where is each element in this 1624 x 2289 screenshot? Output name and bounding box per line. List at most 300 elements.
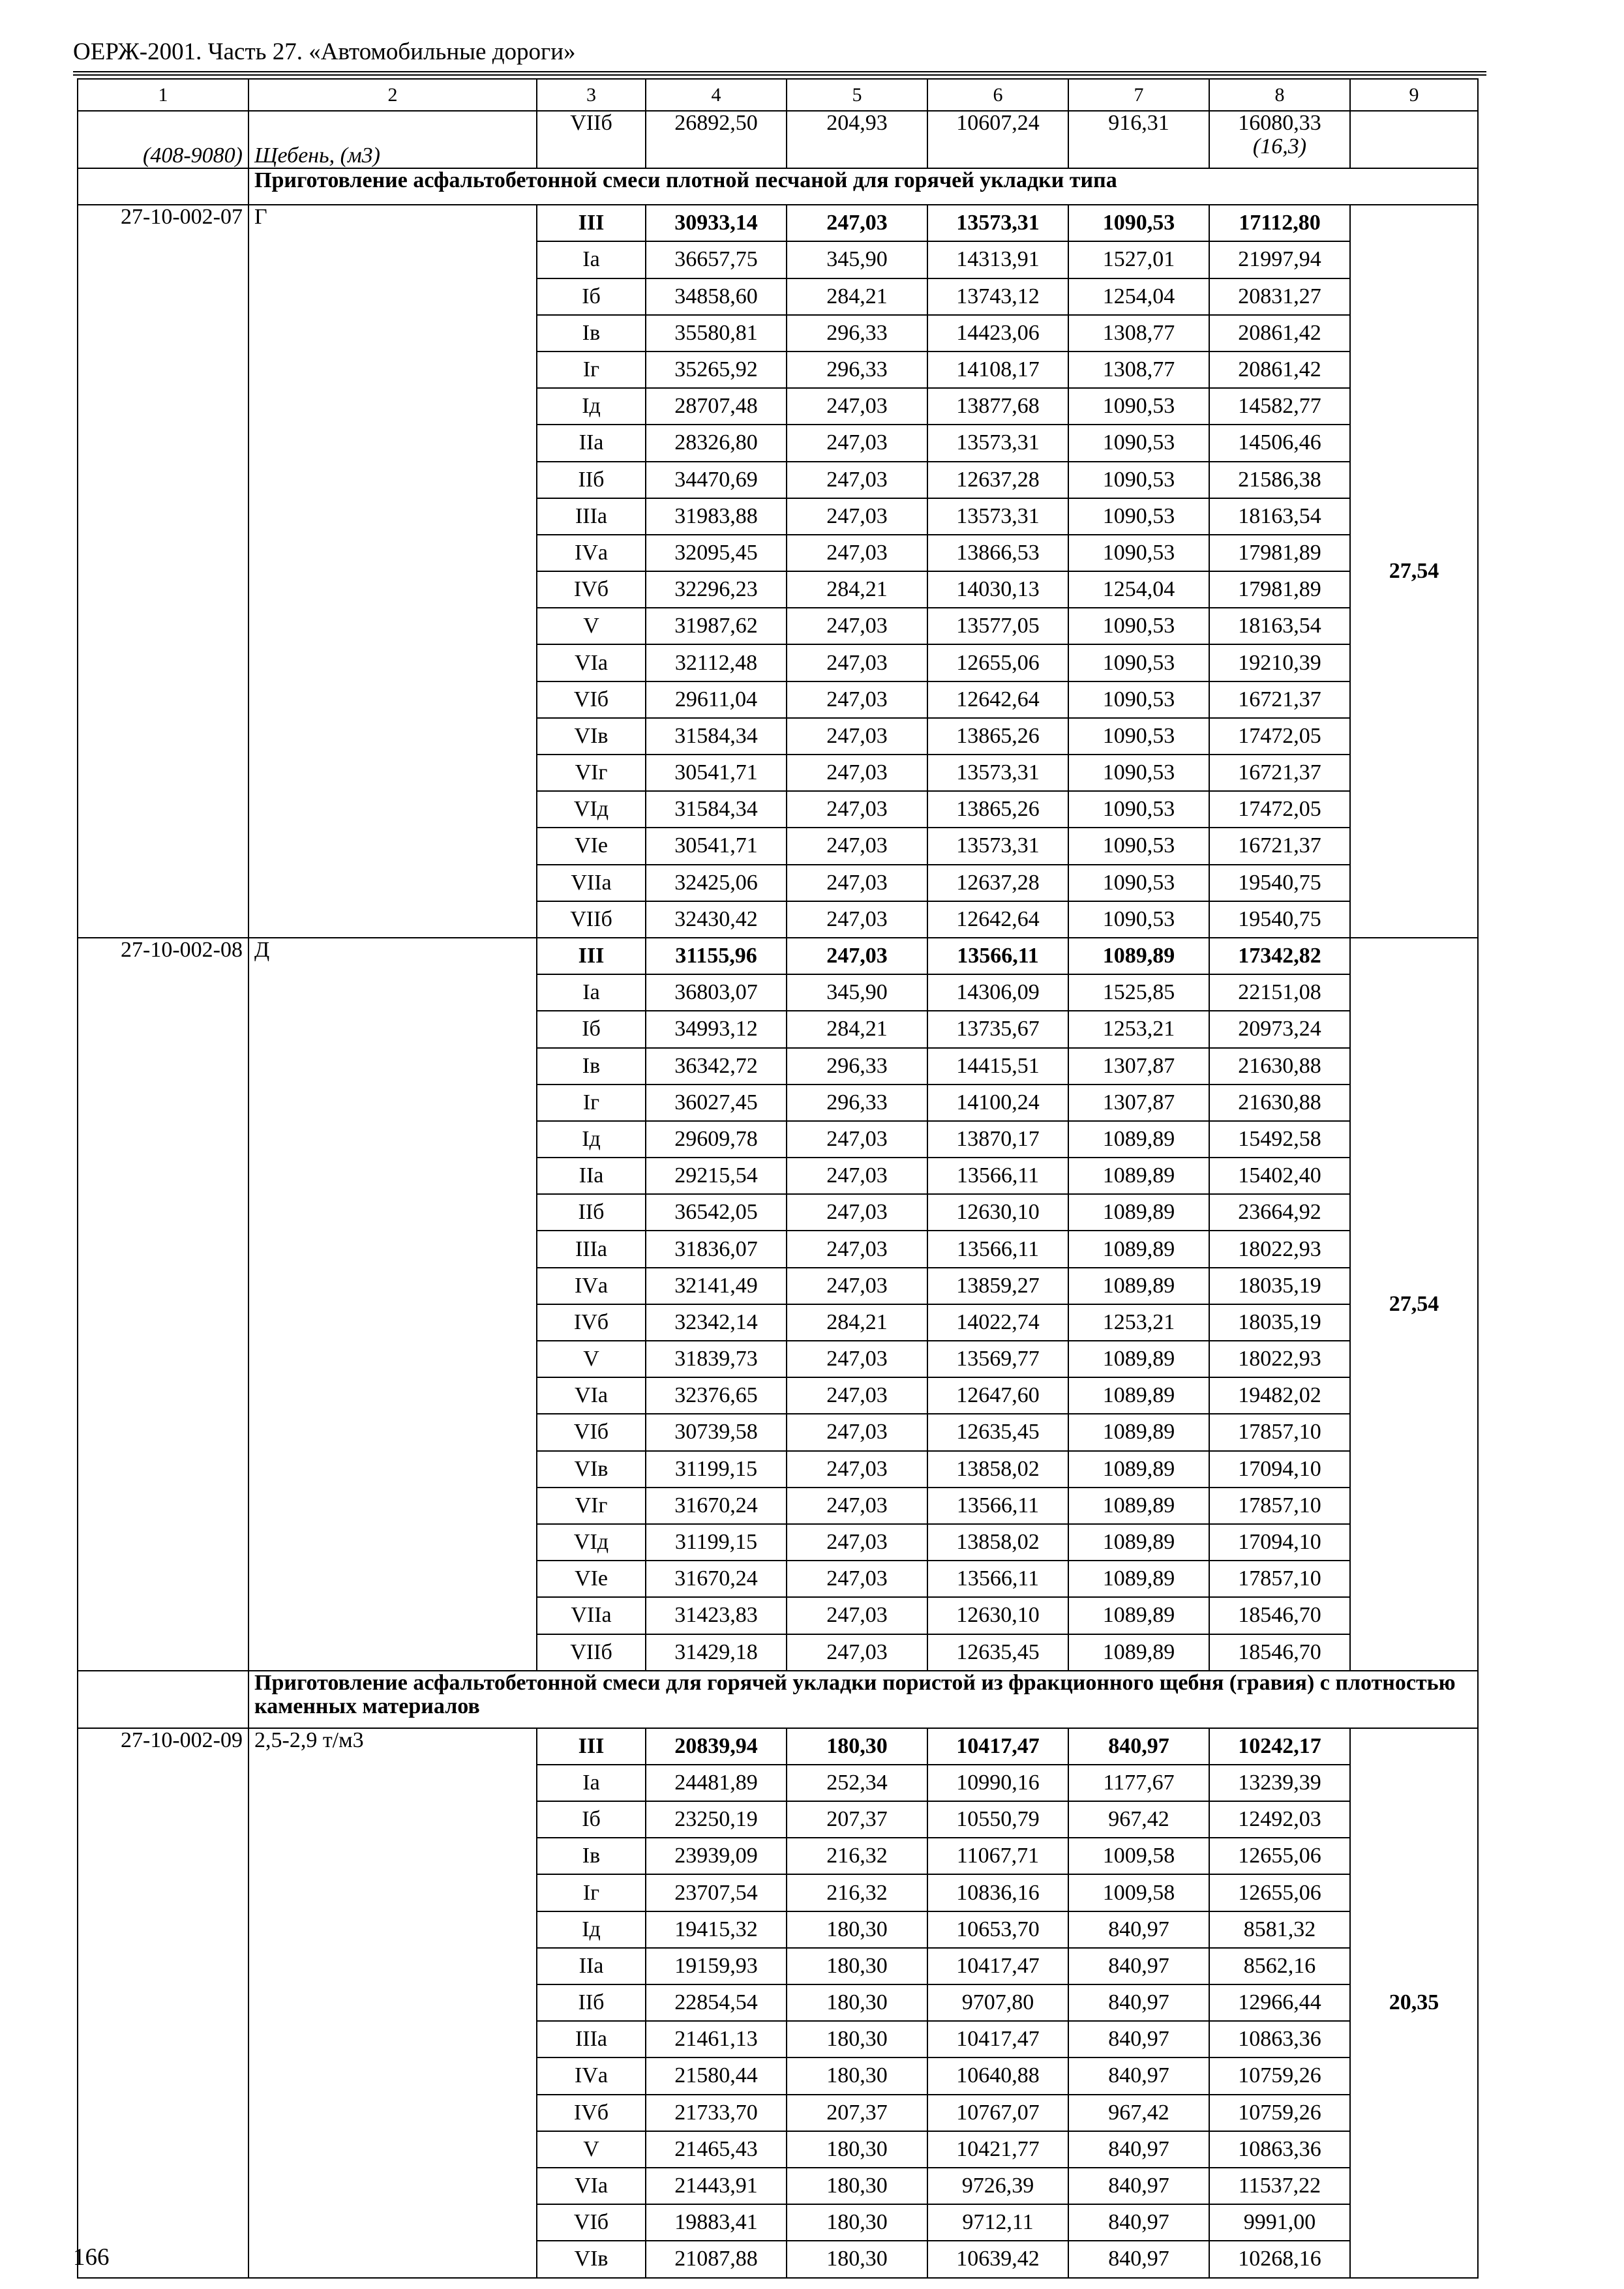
value-cell: 14108,17 bbox=[927, 352, 1068, 388]
value-cell: 180,30 bbox=[787, 1948, 927, 1984]
value-cell: 1253,21 bbox=[1068, 1304, 1209, 1341]
value-cell: 13566,11 bbox=[927, 1231, 1068, 1267]
value-cell: 14030,13 bbox=[927, 571, 1068, 608]
value-cell: 21465,43 bbox=[646, 2131, 787, 2168]
value-cell: 17472,05 bbox=[1209, 791, 1350, 828]
zone-cell: Iд bbox=[537, 1911, 646, 1948]
value-cell: 1090,53 bbox=[1068, 681, 1209, 718]
value-cell: 31836,07 bbox=[646, 1231, 787, 1267]
value-cell: 17472,05 bbox=[1209, 718, 1350, 755]
value-cell: 1090,53 bbox=[1068, 388, 1209, 425]
value-cell: 247,03 bbox=[787, 1561, 927, 1597]
value-cell: 12655,06 bbox=[1209, 1838, 1350, 1874]
value-cell: 840,97 bbox=[1068, 2204, 1209, 2241]
zone-cell: VIб bbox=[537, 681, 646, 718]
value-cell: 1254,04 bbox=[1068, 278, 1209, 315]
zone-cell: IIIа bbox=[537, 2021, 646, 2057]
price-table bbox=[77, 78, 1479, 2279]
value-cell: 20861,42 bbox=[1209, 352, 1350, 388]
value-cell: 26892,50 bbox=[646, 111, 787, 168]
value-cell: 14423,06 bbox=[927, 315, 1068, 352]
value-cell: 31429,18 bbox=[646, 1634, 787, 1671]
value-cell: 207,37 bbox=[787, 1801, 927, 1838]
zone-cell: Iб bbox=[537, 1011, 646, 1047]
section-title: Приготовление асфальтобетонной смеси плотной песчаной для горячей укладки типа bbox=[248, 168, 1478, 205]
value-cell: 284,21 bbox=[787, 1011, 927, 1047]
value-cell: 18163,54 bbox=[1209, 608, 1350, 644]
section-row bbox=[78, 1671, 1478, 1728]
zone-cell: III bbox=[537, 938, 646, 974]
value-cell: 10607,24 bbox=[927, 111, 1068, 168]
column-number: 5 bbox=[787, 79, 927, 111]
zone-cell: VIе bbox=[537, 1561, 646, 1597]
zone-cell: Iб bbox=[537, 1801, 646, 1838]
zone-cell: VIIа bbox=[537, 1597, 646, 1634]
value-cell: 1090,53 bbox=[1068, 535, 1209, 571]
value-cell: 247,03 bbox=[787, 938, 927, 974]
value-cell: 10421,77 bbox=[927, 2131, 1068, 2168]
value-cell: 296,33 bbox=[787, 315, 927, 352]
zone-cell: VIIб bbox=[537, 901, 646, 938]
value-cell: 1089,89 bbox=[1068, 1377, 1209, 1414]
value-cell: 12655,06 bbox=[927, 644, 1068, 681]
value-cell: 10990,16 bbox=[927, 1765, 1068, 1801]
zone-cell: IIа bbox=[537, 1158, 646, 1194]
value-cell: 15492,58 bbox=[1209, 1121, 1350, 1158]
value-cell: 284,21 bbox=[787, 278, 927, 315]
table-row bbox=[78, 205, 1478, 241]
value-cell: 12966,44 bbox=[1209, 1984, 1350, 2021]
value-cell: 13877,68 bbox=[927, 388, 1068, 425]
value-cell: 1089,89 bbox=[1068, 1451, 1209, 1488]
value-cell: 10417,47 bbox=[927, 1948, 1068, 1984]
value-cell: 13573,31 bbox=[927, 425, 1068, 461]
zone-cell: Iв bbox=[537, 315, 646, 352]
value-cell: 13566,11 bbox=[927, 938, 1068, 974]
value-cell: 247,03 bbox=[787, 718, 927, 755]
header-rule-top bbox=[73, 71, 1486, 72]
value-cell: 31155,96 bbox=[646, 938, 787, 974]
section-spacer bbox=[78, 1671, 248, 1728]
value-cell: 345,90 bbox=[787, 241, 927, 278]
value-cell: 1089,89 bbox=[1068, 1268, 1209, 1304]
value-cell: 247,03 bbox=[787, 1194, 927, 1231]
value-cell: 31839,73 bbox=[646, 1341, 787, 1377]
section-row bbox=[78, 168, 1478, 205]
value-cell: 36027,45 bbox=[646, 1085, 787, 1121]
zone-cell: IVа bbox=[537, 535, 646, 571]
value-cell: 180,30 bbox=[787, 1911, 927, 1948]
value-cell: 967,42 bbox=[1068, 1801, 1209, 1838]
value-cell: 967,42 bbox=[1068, 2095, 1209, 2131]
value-cell: 1089,89 bbox=[1068, 1194, 1209, 1231]
value-cell: 31670,24 bbox=[646, 1561, 787, 1597]
value-cell: 29611,04 bbox=[646, 681, 787, 718]
section-spacer bbox=[78, 168, 248, 205]
value-cell: 1253,21 bbox=[1068, 1011, 1209, 1047]
value-cell: 32376,65 bbox=[646, 1377, 787, 1414]
value-cell: 21461,13 bbox=[646, 2021, 787, 2057]
column-number: 1 bbox=[78, 79, 248, 111]
zone-cell: VIа bbox=[537, 2168, 646, 2204]
value-cell: 180,30 bbox=[787, 1984, 927, 2021]
value-cell: 18546,70 bbox=[1209, 1634, 1350, 1671]
consumption-note: (16,3) bbox=[1252, 134, 1307, 158]
zone-cell: VIв bbox=[537, 718, 646, 755]
value-cell: 247,03 bbox=[787, 791, 927, 828]
price-table-body bbox=[78, 79, 1478, 2278]
labor-cell: 27,54 bbox=[1350, 205, 1478, 938]
value-cell: 1090,53 bbox=[1068, 608, 1209, 644]
value-cell: 1090,53 bbox=[1068, 791, 1209, 828]
value-cell: 12647,60 bbox=[927, 1377, 1068, 1414]
value-cell: 23707,54 bbox=[646, 1874, 787, 1911]
value-cell: 204,93 bbox=[787, 111, 927, 168]
zone-cell: IIIа bbox=[537, 498, 646, 535]
value-cell: 32141,49 bbox=[646, 1268, 787, 1304]
value-cell: 1089,89 bbox=[1068, 1524, 1209, 1561]
value-cell: 34858,60 bbox=[646, 278, 787, 315]
column-number: 9 bbox=[1350, 79, 1478, 111]
value-cell: 1090,53 bbox=[1068, 425, 1209, 461]
value-cell: 296,33 bbox=[787, 1085, 927, 1121]
value-cell: 180,30 bbox=[787, 2131, 927, 2168]
value-cell: 13866,53 bbox=[927, 535, 1068, 571]
rate-code: 27-10-002-08 bbox=[78, 938, 248, 1671]
value-cell: 296,33 bbox=[787, 352, 927, 388]
value-cell: 1090,53 bbox=[1068, 901, 1209, 938]
value-cell: 247,03 bbox=[787, 755, 927, 791]
value-cell: 10417,47 bbox=[927, 2021, 1068, 2057]
value-cell: 1089,89 bbox=[1068, 1158, 1209, 1194]
value-cell: 12630,10 bbox=[927, 1597, 1068, 1634]
value-cell: 247,03 bbox=[787, 1597, 927, 1634]
value-cell: 18035,19 bbox=[1209, 1304, 1350, 1341]
value-cell: 31987,62 bbox=[646, 608, 787, 644]
zone-cell: IVб bbox=[537, 2095, 646, 2131]
value-cell: 21586,38 bbox=[1209, 462, 1350, 498]
value-cell: 216,32 bbox=[787, 1838, 927, 1874]
value-cell: 35265,92 bbox=[646, 352, 787, 388]
value-cell: 31199,15 bbox=[646, 1451, 787, 1488]
value-cell: 22151,08 bbox=[1209, 974, 1350, 1011]
value-cell: 31199,15 bbox=[646, 1524, 787, 1561]
value-cell: 247,03 bbox=[787, 1121, 927, 1158]
value-cell: 10417,47 bbox=[927, 1728, 1068, 1765]
zone-cell: IIб bbox=[537, 462, 646, 498]
value-cell: 21630,88 bbox=[1209, 1085, 1350, 1121]
value-cell: 247,03 bbox=[787, 1488, 927, 1524]
zone-cell: VIд bbox=[537, 791, 646, 828]
value-cell: 13573,31 bbox=[927, 205, 1068, 241]
value-cell: 1307,87 bbox=[1068, 1085, 1209, 1121]
value-cell: 247,03 bbox=[787, 901, 927, 938]
value-cell: 13573,31 bbox=[927, 498, 1068, 535]
zone-cell: Iг bbox=[537, 352, 646, 388]
zone-cell: Iа bbox=[537, 241, 646, 278]
value-cell: 1089,89 bbox=[1068, 1561, 1209, 1597]
value-cell: 32095,45 bbox=[646, 535, 787, 571]
rate-code: 27-10-002-09 bbox=[78, 1728, 248, 2278]
value-cell: 24481,89 bbox=[646, 1765, 787, 1801]
value-cell: 12637,28 bbox=[927, 865, 1068, 901]
value-cell: 247,03 bbox=[787, 425, 927, 461]
value-cell: 13566,11 bbox=[927, 1158, 1068, 1194]
zone-cell: Iв bbox=[537, 1048, 646, 1085]
value-cell: 216,32 bbox=[787, 1874, 927, 1911]
value-cell: 16721,37 bbox=[1209, 828, 1350, 864]
resource-name: Щебень, (м3) bbox=[248, 111, 537, 168]
value-cell: 21733,70 bbox=[646, 2095, 787, 2131]
value-cell: 17981,89 bbox=[1209, 571, 1350, 608]
value-cell: 284,21 bbox=[787, 1304, 927, 1341]
value-cell: 1090,53 bbox=[1068, 755, 1209, 791]
value-cell: 1089,89 bbox=[1068, 1231, 1209, 1267]
zone-cell: IIб bbox=[537, 1194, 646, 1231]
zone-cell: VIб bbox=[537, 1414, 646, 1450]
value-cell: 13573,31 bbox=[927, 828, 1068, 864]
value-cell: 247,03 bbox=[787, 1231, 927, 1267]
value-cell: 21630,88 bbox=[1209, 1048, 1350, 1085]
value-cell: 247,03 bbox=[787, 388, 927, 425]
value-cell: 840,97 bbox=[1068, 2168, 1209, 2204]
zone-cell: Iд bbox=[537, 388, 646, 425]
value-cell: 284,21 bbox=[787, 571, 927, 608]
value-cell: 10759,26 bbox=[1209, 2057, 1350, 2094]
value-cell: 18022,93 bbox=[1209, 1341, 1350, 1377]
value-cell: 23250,19 bbox=[646, 1801, 787, 1838]
zone-cell: V bbox=[537, 2131, 646, 2168]
value-cell: 28326,80 bbox=[646, 425, 787, 461]
value-cell: 17112,80 bbox=[1209, 205, 1350, 241]
value-cell: 29215,54 bbox=[646, 1158, 787, 1194]
value-cell bbox=[1209, 111, 1350, 168]
value-cell: 29609,78 bbox=[646, 1121, 787, 1158]
value-cell: 180,30 bbox=[787, 1728, 927, 1765]
zone-cell: IVа bbox=[537, 1268, 646, 1304]
zone-cell: IIб bbox=[537, 1984, 646, 2021]
value-cell: 17857,10 bbox=[1209, 1561, 1350, 1597]
value-cell: 13569,77 bbox=[927, 1341, 1068, 1377]
zone-cell: V bbox=[537, 1341, 646, 1377]
value-cell: 1177,67 bbox=[1068, 1765, 1209, 1801]
value-cell: 32430,42 bbox=[646, 901, 787, 938]
value-cell: 247,03 bbox=[787, 1634, 927, 1671]
value-cell: 17094,10 bbox=[1209, 1524, 1350, 1561]
value-cell: 9726,39 bbox=[927, 2168, 1068, 2204]
zone-cell: III bbox=[537, 205, 646, 241]
zone-cell: VIб bbox=[537, 2204, 646, 2241]
value-cell: 9707,80 bbox=[927, 1984, 1068, 2021]
value-cell: 13566,11 bbox=[927, 1488, 1068, 1524]
rate-name: 2,5-2,9 т/м3 bbox=[248, 1728, 537, 2278]
value-cell: 247,03 bbox=[787, 1414, 927, 1450]
column-number: 4 bbox=[646, 79, 787, 111]
value-cell: 247,03 bbox=[787, 1377, 927, 1414]
zone-cell: Iг bbox=[537, 1085, 646, 1121]
value-cell: 1254,04 bbox=[1068, 571, 1209, 608]
value-cell: 36342,72 bbox=[646, 1048, 787, 1085]
value-cell: 840,97 bbox=[1068, 1948, 1209, 1984]
value-cell: 17342,82 bbox=[1209, 938, 1350, 974]
zone-cell: III bbox=[537, 1728, 646, 1765]
value-cell: 16721,37 bbox=[1209, 755, 1350, 791]
value-cell: 10639,42 bbox=[927, 2241, 1068, 2277]
value-cell: 14313,91 bbox=[927, 241, 1068, 278]
value-cell: 916,31 bbox=[1068, 111, 1209, 168]
value-cell: 23664,92 bbox=[1209, 1194, 1350, 1231]
value-cell: 247,03 bbox=[787, 205, 927, 241]
zone-cell: VIд bbox=[537, 1524, 646, 1561]
value-cell: 180,30 bbox=[787, 2021, 927, 2057]
value-cell: 840,97 bbox=[1068, 1911, 1209, 1948]
zone-cell: IIIа bbox=[537, 1231, 646, 1267]
value-cell: 247,03 bbox=[787, 865, 927, 901]
rate-name: Д bbox=[248, 938, 537, 1671]
labor-cell: 20,35 bbox=[1350, 1728, 1478, 2278]
value-cell: 10767,07 bbox=[927, 2095, 1068, 2131]
value-cell: 10550,79 bbox=[927, 1801, 1068, 1838]
value-cell: 1090,53 bbox=[1068, 828, 1209, 864]
empty-cell bbox=[1350, 111, 1478, 168]
value-cell: 18022,93 bbox=[1209, 1231, 1350, 1267]
value-cell: 20973,24 bbox=[1209, 1011, 1350, 1047]
value-cell: 10640,88 bbox=[927, 2057, 1068, 2094]
value-cell: 840,97 bbox=[1068, 2021, 1209, 2057]
value-cell: 30739,58 bbox=[646, 1414, 787, 1450]
value-cell: 1089,89 bbox=[1068, 1634, 1209, 1671]
zone-cell: IVб bbox=[537, 1304, 646, 1341]
value-cell: 840,97 bbox=[1068, 1984, 1209, 2021]
value-cell: 31584,34 bbox=[646, 791, 787, 828]
value-cell: 23939,09 bbox=[646, 1838, 787, 1874]
value-cell: 12637,28 bbox=[927, 462, 1068, 498]
value-cell: 1089,89 bbox=[1068, 1488, 1209, 1524]
value-cell: 1527,01 bbox=[1068, 241, 1209, 278]
value-cell: 1090,53 bbox=[1068, 498, 1209, 535]
rate-name: Г bbox=[248, 205, 537, 938]
value-cell: 19540,75 bbox=[1209, 901, 1350, 938]
value-cell: 1090,53 bbox=[1068, 865, 1209, 901]
zone-cell: IIа bbox=[537, 425, 646, 461]
labor-cell: 27,54 bbox=[1350, 938, 1478, 1671]
value-cell: 35580,81 bbox=[646, 315, 787, 352]
value-cell: 247,03 bbox=[787, 462, 927, 498]
value-cell: 1308,77 bbox=[1068, 352, 1209, 388]
value-cell: 13865,26 bbox=[927, 791, 1068, 828]
value-cell: 1090,53 bbox=[1068, 462, 1209, 498]
value-cell: 13239,39 bbox=[1209, 1765, 1350, 1801]
zone-cell: VIIб bbox=[537, 111, 646, 168]
value-cell: 12642,64 bbox=[927, 681, 1068, 718]
zone-cell: VIг bbox=[537, 755, 646, 791]
value-cell: 21443,91 bbox=[646, 2168, 787, 2204]
value-cell: 1308,77 bbox=[1068, 315, 1209, 352]
value-cell: 247,03 bbox=[787, 681, 927, 718]
value-cell: 32112,48 bbox=[646, 644, 787, 681]
header-rule-bottom bbox=[73, 74, 1486, 76]
column-number: 7 bbox=[1068, 79, 1209, 111]
value-cell: 15402,40 bbox=[1209, 1158, 1350, 1194]
value-cell: 1089,89 bbox=[1068, 1597, 1209, 1634]
value-cell: 180,30 bbox=[787, 2057, 927, 2094]
value-cell: 12630,10 bbox=[927, 1194, 1068, 1231]
value-cell: 840,97 bbox=[1068, 1728, 1209, 1765]
value-cell: 36657,75 bbox=[646, 241, 787, 278]
value-cell: 247,03 bbox=[787, 1524, 927, 1561]
value-cell: 12635,45 bbox=[927, 1414, 1068, 1450]
value-cell: 247,03 bbox=[787, 644, 927, 681]
value-cell: 180,30 bbox=[787, 2204, 927, 2241]
value-cell: 21087,88 bbox=[646, 2241, 787, 2277]
carry-over-row bbox=[78, 111, 1478, 168]
zone-cell: VIIа bbox=[537, 865, 646, 901]
value-cell: 18035,19 bbox=[1209, 1268, 1350, 1304]
value-cell: 14100,24 bbox=[927, 1085, 1068, 1121]
value-cell: 247,03 bbox=[787, 535, 927, 571]
value-cell: 19210,39 bbox=[1209, 644, 1350, 681]
value-cell: 17857,10 bbox=[1209, 1414, 1350, 1450]
value-cell: 296,33 bbox=[787, 1048, 927, 1085]
zone-cell: VIа bbox=[537, 1377, 646, 1414]
value-cell: 1525,85 bbox=[1068, 974, 1209, 1011]
value-cell: 1009,58 bbox=[1068, 1838, 1209, 1874]
value-cell: 13858,02 bbox=[927, 1524, 1068, 1561]
value-cell: 14022,74 bbox=[927, 1304, 1068, 1341]
value-cell: 14415,51 bbox=[927, 1048, 1068, 1085]
value-cell: 180,30 bbox=[787, 2241, 927, 2277]
column-number-row bbox=[78, 79, 1478, 111]
table-row bbox=[78, 938, 1478, 974]
zone-cell: VIа bbox=[537, 644, 646, 681]
value-cell: 22854,54 bbox=[646, 1984, 787, 2021]
value-cell: 11067,71 bbox=[927, 1838, 1068, 1874]
zone-cell: IVб bbox=[537, 571, 646, 608]
value-cell: 18163,54 bbox=[1209, 498, 1350, 535]
zone-cell: IIа bbox=[537, 1948, 646, 1984]
value-cell: 1090,53 bbox=[1068, 718, 1209, 755]
value-cell: 9991,00 bbox=[1209, 2204, 1350, 2241]
value-cell: 30541,71 bbox=[646, 755, 787, 791]
value-cell: 31670,24 bbox=[646, 1488, 787, 1524]
value-cell: 1089,89 bbox=[1068, 938, 1209, 974]
value-cell: 10242,17 bbox=[1209, 1728, 1350, 1765]
value-cell: 30933,14 bbox=[646, 205, 787, 241]
value-cell: 10863,36 bbox=[1209, 2131, 1350, 2168]
value-cell: 13577,05 bbox=[927, 608, 1068, 644]
column-number: 3 bbox=[537, 79, 646, 111]
zone-cell: VIв bbox=[537, 2241, 646, 2277]
value-cell: 16721,37 bbox=[1209, 681, 1350, 718]
value-cell: 14506,46 bbox=[1209, 425, 1350, 461]
value-cell: 19159,93 bbox=[646, 1948, 787, 1984]
value-cell: 11537,22 bbox=[1209, 2168, 1350, 2204]
value-cell: 10653,70 bbox=[927, 1911, 1068, 1948]
zone-cell: IVа bbox=[537, 2057, 646, 2094]
value-cell: 13735,67 bbox=[927, 1011, 1068, 1047]
value-cell: 19415,32 bbox=[646, 1911, 787, 1948]
value-cell: 180,30 bbox=[787, 2168, 927, 2204]
value-cell: 18546,70 bbox=[1209, 1597, 1350, 1634]
column-number: 8 bbox=[1209, 79, 1350, 111]
value-cell: 252,34 bbox=[787, 1765, 927, 1801]
value-cell: 247,03 bbox=[787, 498, 927, 535]
value-cell: 13870,17 bbox=[927, 1121, 1068, 1158]
zone-cell: Iа bbox=[537, 974, 646, 1011]
value-cell: 31423,83 bbox=[646, 1597, 787, 1634]
zone-cell: Iа bbox=[537, 1765, 646, 1801]
table-row bbox=[78, 1728, 1478, 1765]
